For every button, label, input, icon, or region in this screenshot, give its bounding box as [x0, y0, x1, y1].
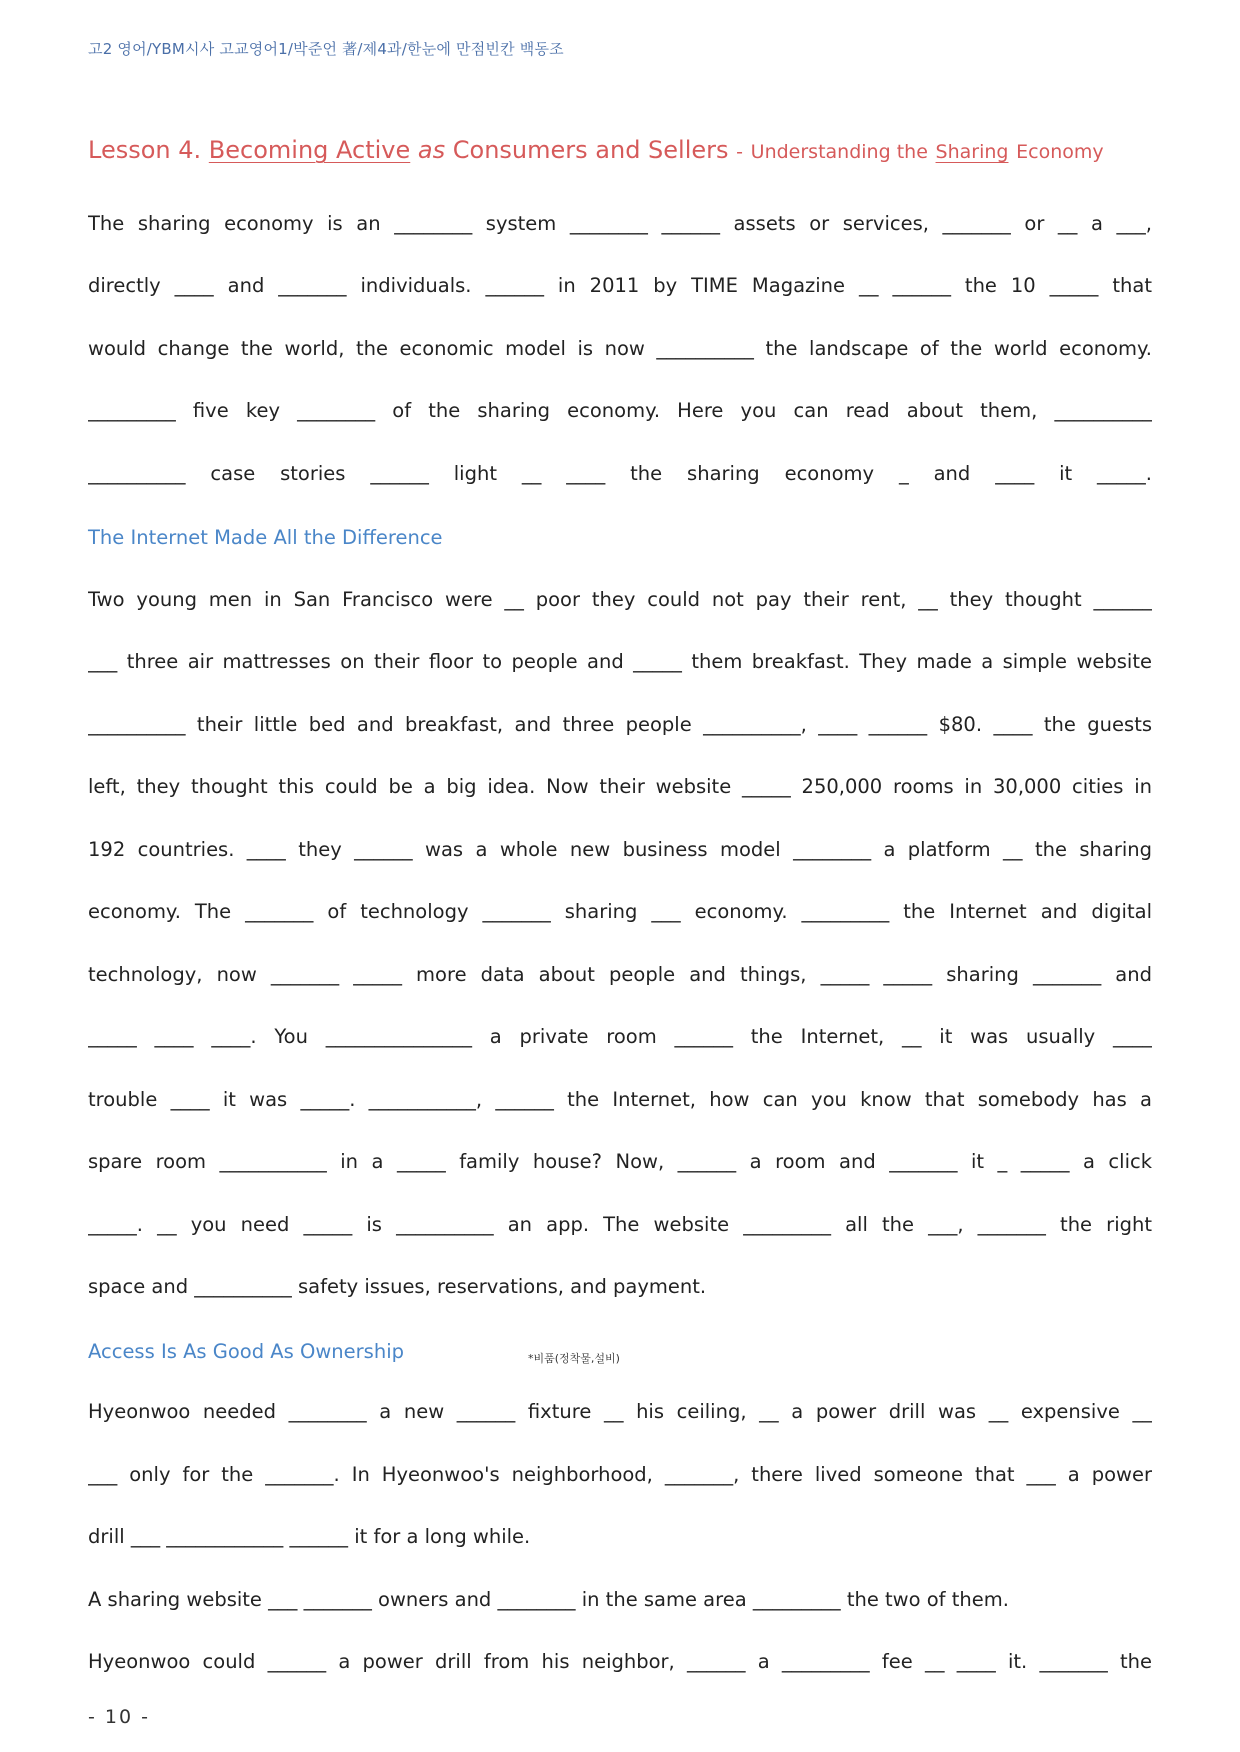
text-line: space and __________ safety issues, reservations, and payment. — [88, 1275, 707, 1298]
text-line: Two young men in San Francisco were __ poor they could not pay their rent, __ they thought ______ — [88, 588, 1152, 611]
text-line: economy. The _______ of technology _______ sharing ___ economy. _________ the Internet and digital — [88, 900, 1152, 923]
text-line: 192 countries. ____ they ______ was a whole new business model ________ a platform __ the sharing — [88, 838, 1152, 861]
subtitle-sharing: Sharing — [935, 141, 1009, 163]
text-line: trouble ____ it was _____. ___________, ______ the Internet, how can you know that somebody has a — [88, 1088, 1152, 1111]
text-line: spare room ___________ in a _____ family house? Now, ______ a room and _______ it _ _____ a click — [88, 1150, 1152, 1173]
text-line: __________ case stories ______ light __ ____ the sharing economy _ and ____ it _____. — [88, 462, 1152, 485]
lesson-number: Lesson 4. — [88, 136, 202, 164]
text-line: A sharing website ___ _______ owners and ________ in the same area _________ the two of them. — [88, 1588, 1009, 1611]
text-line: ___ three air mattresses on their floor to people and _____ them breakfast. They made a simple website — [88, 650, 1152, 673]
text-line: would change the world, the economic model is now __________ the landscape of the world economy. — [88, 337, 1152, 360]
text-line: ___ only for the _______. In Hyeonwoo's neighborhood, _______, there lived someone that ___ a power — [88, 1463, 1152, 1486]
text-line: _____. __ you need _____ is __________ an app. The website _________ all the ___, _______ the right — [88, 1213, 1152, 1236]
title-part-2: Consumers and Sellers — [452, 136, 729, 164]
text-line: left, they thought this could be a big idea. Now their website _____ 250,000 rooms in 30,000 cities in — [88, 775, 1152, 798]
subtitle-part-1: Understanding the — [750, 141, 928, 163]
vocab-note: *비품(정착물,설비) — [528, 1352, 620, 1365]
text-line: __________ their little bed and breakfast, and three people __________, ____ ______ $80. ____ the guests — [88, 713, 1152, 736]
page-number: - 10 - — [88, 1706, 150, 1728]
text-line: technology, now _______ _____ more data about people and things, _____ _____ sharing _______ and — [88, 963, 1152, 986]
subtitle-part-2: Economy — [1016, 141, 1104, 163]
text-line: directly ____ and _______ individuals. ______ in 2011 by TIME Magazine __ ______ the 10 _____ that — [88, 274, 1152, 297]
text-line: drill ___ ____________ ______ it for a long while. — [88, 1525, 531, 1548]
title-dash: - — [736, 141, 744, 163]
document-header: 고2 영어/YBM시사 고교영어1/박준언 著/제4과/한눈에 만점빈칸 백동조 — [88, 40, 564, 58]
title-part-1: Becoming Active — [208, 136, 411, 164]
text-line: Hyeonwoo could ______ a power drill from his neighbor, ______ a _________ fee __ ____ it. _______ the — [88, 1650, 1152, 1673]
section-heading-access: Access Is As Good As Ownership — [88, 1340, 404, 1363]
text-line: _____ ____ ____. You _______________ a private room ______ the Internet, __ it was usually ____ — [88, 1025, 1152, 1048]
text-line: The sharing economy is an ________ system ________ ______ assets or services, _______ or __ a ___, — [88, 212, 1152, 235]
text-line: _________ five key ________ of the sharing economy. Here you can read about them, __________ — [88, 399, 1152, 422]
lesson-title — [88, 136, 1168, 164]
text-line: Hyeonwoo needed ________ a new ______ fixture __ his ceiling, __ a power drill was __ expensive __ — [88, 1400, 1152, 1423]
section-heading-internet: The Internet Made All the Difference — [88, 526, 443, 549]
title-as: as — [417, 136, 446, 164]
